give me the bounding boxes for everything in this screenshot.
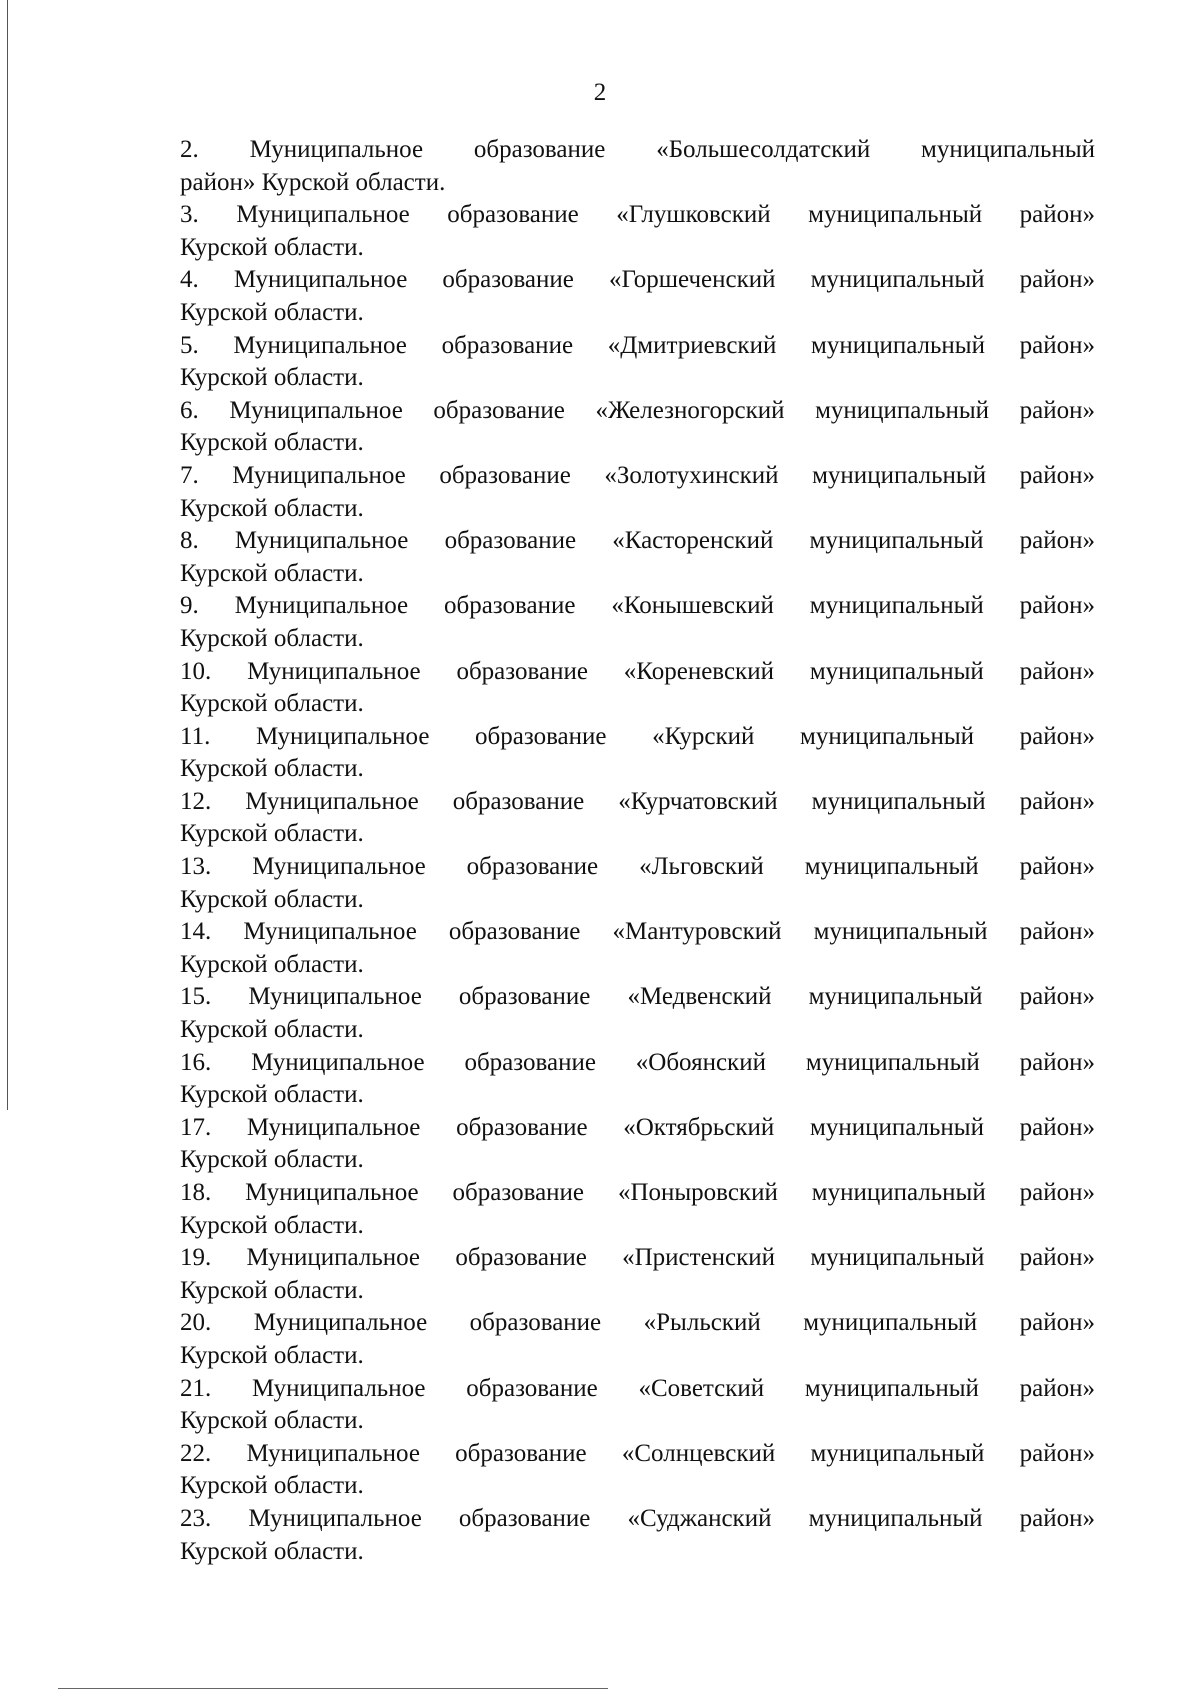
list-item-line: 20. Муниципальное образование «Рыльский муниципальный район» — [180, 1309, 1095, 1337]
list-item-line: 10. Муниципальное образование «Кореневский муниципальный район» — [180, 657, 1095, 685]
list-item-line: 15. Муниципальное образование «Медвенский муниципальный район» — [180, 983, 1095, 1011]
list-item-line: Курской области. — [180, 1211, 364, 1239]
list-item — [180, 1438, 1095, 1503]
list-item-line: Курской области. — [180, 429, 364, 457]
list-item-line: район» Курской области. — [180, 168, 446, 196]
scan-edge-line — [7, 0, 8, 1110]
list-item — [180, 330, 1095, 395]
list-item — [180, 1242, 1095, 1307]
list-item-line: Курской области. — [180, 364, 364, 392]
list-item-line: 8. Муниципальное образование «Касторенский муниципальный район» — [180, 527, 1095, 555]
list-item-line: 5. Муниципальное образование «Дмитриевский муниципальный район» — [180, 331, 1095, 359]
list-item-line: Курской области. — [180, 298, 364, 326]
list-item-line: Курской области. — [180, 1081, 364, 1109]
list-item-line: 22. Муниципальное образование «Солнцевский муниципальный район» — [180, 1439, 1095, 1467]
list-item — [180, 1307, 1095, 1372]
list-item — [180, 851, 1095, 916]
list-item-line: Курской области. — [180, 950, 364, 978]
list-item — [180, 134, 1095, 199]
list-item-line: Курской области. — [180, 690, 364, 718]
list-item-line: 11. Муниципальное образование «Курский муниципальный район» — [180, 722, 1095, 750]
list-item — [180, 264, 1095, 329]
list-item — [180, 590, 1095, 655]
list-item-line: 18. Муниципальное образование «Поныровский муниципальный район» — [180, 1179, 1095, 1206]
list-item-line: Курской области. — [180, 820, 364, 848]
list-item-line: Курской области. — [180, 1407, 364, 1435]
list-item-line: Курской области. — [180, 1537, 364, 1565]
list-item — [180, 395, 1095, 460]
list-item-line: Курской области. — [180, 1472, 364, 1500]
list-item — [180, 1047, 1095, 1112]
list-item-line: Курской области. — [180, 1276, 364, 1304]
list-item-line: 3. Муниципальное образование «Глушковский муниципальный район» — [180, 201, 1095, 229]
list-item-line: Курской области. — [180, 885, 364, 913]
list-item-line: Курской области. — [180, 233, 364, 261]
list-item-line: Курской области. — [180, 755, 364, 783]
list-item-line: Курской области. — [180, 494, 364, 522]
list-item-line: 12. Муниципальное образование «Курчатовский муниципальный район» — [180, 787, 1095, 815]
list-item-line: 21. Муниципальное образование «Советский муниципальный район» — [180, 1374, 1095, 1402]
list-item — [180, 1177, 1095, 1242]
scan-bottom-line — [58, 1688, 608, 1689]
list-item-line: 23. Муниципальное образование «Суджанский муниципальный район» — [180, 1504, 1095, 1532]
list-item-line: 17. Муниципальное образование «Октябрьский муниципальный район» — [180, 1113, 1095, 1141]
list-item-line: 9. Муниципальное образование «Конышевский муниципальный район» — [180, 592, 1095, 620]
list-item-line: 16. Муниципальное образование «Обоянский муниципальный район» — [180, 1048, 1095, 1076]
list-item-line: 13. Муниципальное образование «Льговский муниципальный район» — [180, 853, 1095, 881]
list-item-line: 4. Муниципальное образование «Горшеченский муниципальный район» — [180, 266, 1095, 294]
list-item — [180, 656, 1095, 721]
list-item — [180, 1112, 1095, 1177]
list-item — [180, 916, 1095, 981]
list-item-line: Курской области. — [180, 624, 364, 652]
list-item-line: 14. Муниципальное образование «Мантуровский муниципальный район» — [180, 918, 1095, 946]
list-item — [180, 1373, 1095, 1438]
municipality-list — [180, 134, 1095, 1568]
list-item — [180, 981, 1095, 1046]
list-item-line: 6. Муниципальное образование «Железногорский муниципальный район» — [180, 396, 1095, 424]
list-item — [180, 786, 1095, 851]
list-item-line: 19. Муниципальное образование «Пристенский муниципальный район» — [180, 1244, 1095, 1272]
list-item-line: Курской области. — [180, 559, 364, 587]
list-item-line: 7. Муниципальное образование «Золотухинский муниципальный район» — [180, 461, 1095, 489]
page-number: 2 — [593, 79, 607, 106]
list-item-line: 2. Муниципальное образование «Большесолдатский муниципальный — [180, 136, 1095, 163]
list-item — [180, 1503, 1095, 1568]
list-item-line: Курской области. — [180, 1341, 364, 1369]
list-item — [180, 721, 1095, 786]
list-item — [180, 525, 1095, 590]
list-item-line: Курской области. — [180, 1016, 364, 1044]
list-item — [180, 199, 1095, 264]
list-item — [180, 460, 1095, 525]
list-item-line: Курской области. — [180, 1146, 364, 1174]
